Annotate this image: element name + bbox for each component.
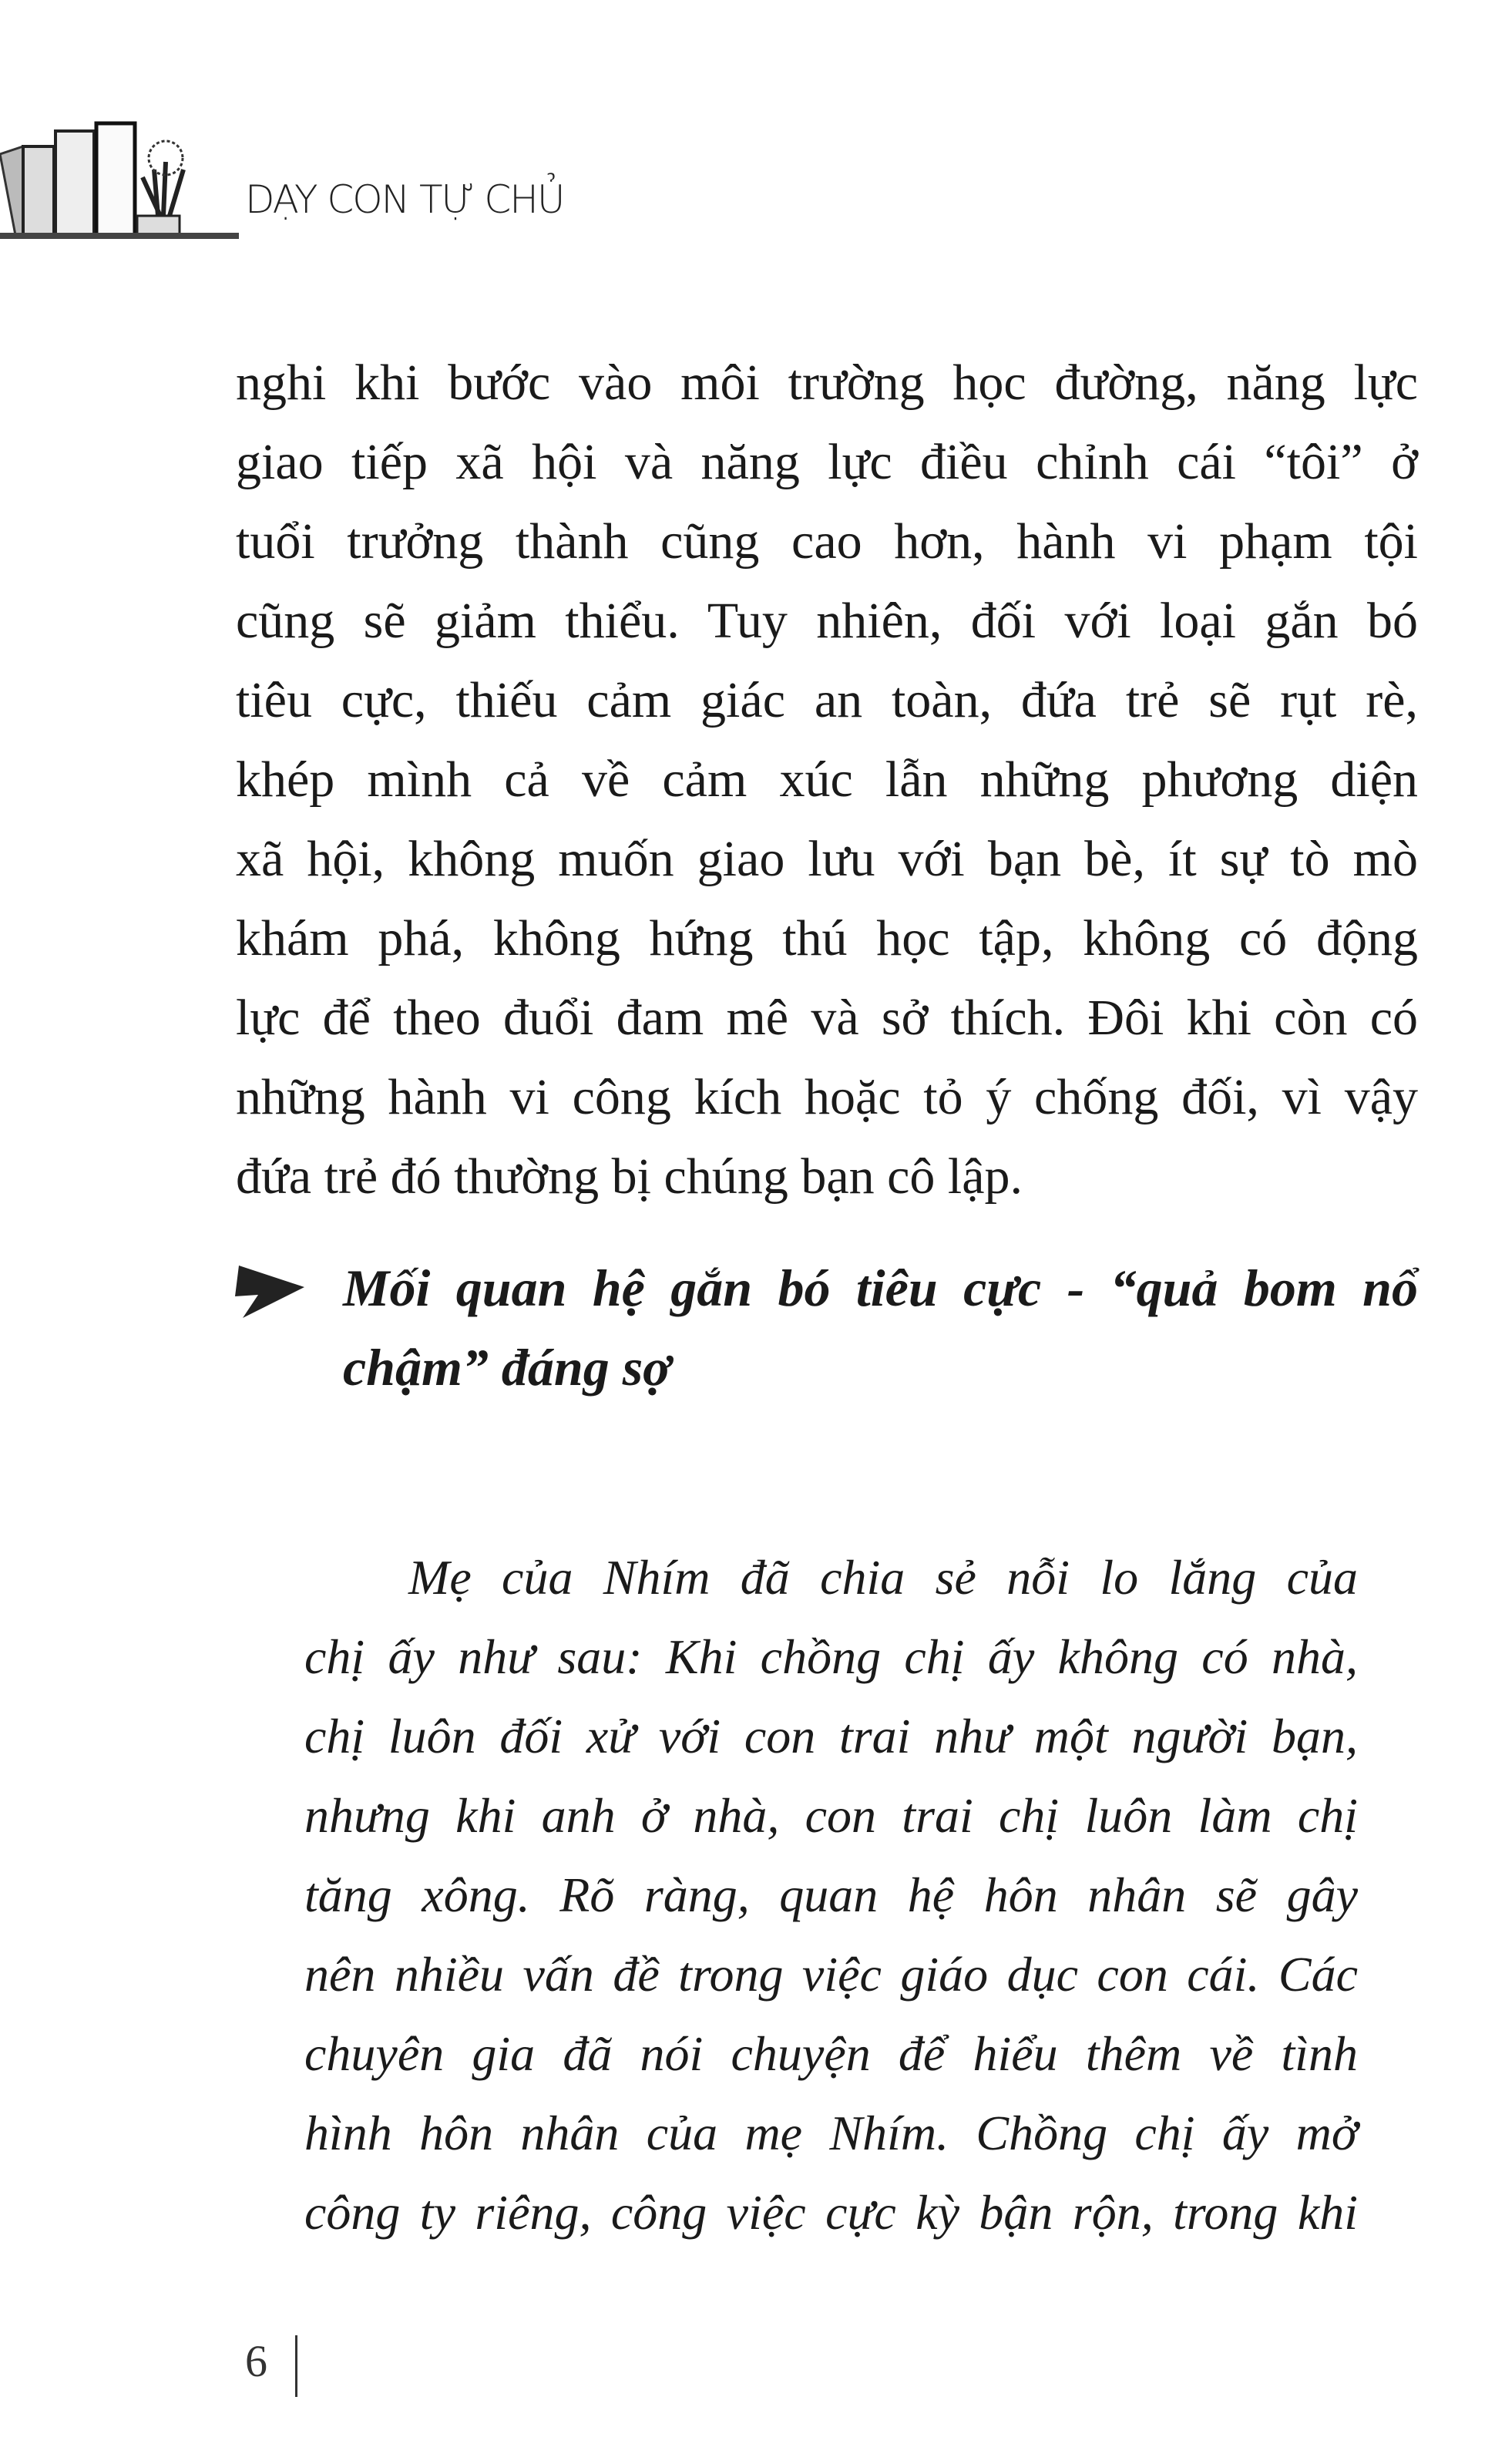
text-line: khép mình cả về cảm xúc lẫn những phương diện [236, 751, 1418, 808]
text-line: nên nhiều vấn đề trong việc giáo dục con cái. Các [304, 1947, 1358, 2002]
text-line: nghi khi bước vào môi trường học đường, năng lực [236, 355, 1418, 411]
text-line: công ty riêng, công việc cực kỳ bận rộn, trong khi [304, 2185, 1358, 2240]
arrow-right-icon [231, 1266, 308, 1319]
text-line: tuổi trưởng thành cũng cao hơn, hành vi phạm tội [236, 513, 1418, 570]
text-line: hình hôn nhân của mẹ Nhím. Chồng chị ấy mở [304, 2106, 1358, 2160]
body-paragraph [236, 343, 1418, 1216]
text-line: xã hội, không muốn giao lưu với bạn bè, ít sự tò mò [236, 831, 1418, 887]
text-line: chuyên gia đã nói chuyện để hiểu thêm về tình [304, 2026, 1358, 2081]
text-line: Mẹ của Nhím đã chia sẻ nỗi lo lắng của [408, 1550, 1358, 1605]
heading-line: chậm” đáng sợ [343, 1338, 671, 1397]
story-paragraph [304, 1538, 1358, 2252]
text-line: những hành vi công kích hoặc tỏ ý chống đối, vì vậy [236, 1069, 1418, 1125]
text-line: chị luôn đối xử với con trai như một người bạn, [304, 1709, 1358, 1763]
section-heading [231, 1249, 1418, 1407]
text-line: tăng xông. Rõ ràng, quan hệ hôn nhân sẽ gây [304, 1867, 1358, 1922]
text-line: giao tiếp xã hội và năng lực điều chỉnh cái “tôi” ở [236, 434, 1418, 490]
page-number-divider [295, 2335, 297, 2397]
text-line: cũng sẽ giảm thiểu. Tuy nhiên, đối với loại gắn bó [236, 593, 1418, 649]
text-line: đứa trẻ đó thường bị chúng bạn cô lập. [236, 1148, 1023, 1205]
heading-line: Mối quan hệ gắn bó tiêu cực - “quả bom nổ [343, 1259, 1418, 1317]
running-header [0, 100, 616, 239]
running-title: DẠY CON TỰ CHỦ [245, 177, 564, 222]
text-line: lực để theo đuổi đam mê và sở thích. Đôi khi còn có [236, 990, 1418, 1046]
text-line: nhưng khi anh ở nhà, con trai chị luôn làm chị [304, 1788, 1358, 1843]
page-number: 6 [245, 2336, 267, 2386]
text-line: chị ấy như sau: Khi chồng chị ấy không có nhà, [304, 1629, 1358, 1684]
page-footer [245, 2335, 267, 2387]
text-line: tiêu cực, thiếu cảm giác an toàn, đứa trẻ sẽ rụt rè, [236, 672, 1418, 728]
books-and-plant-icon [0, 100, 239, 239]
text-line: khám phá, không hứng thú học tập, không có động [236, 910, 1418, 966]
